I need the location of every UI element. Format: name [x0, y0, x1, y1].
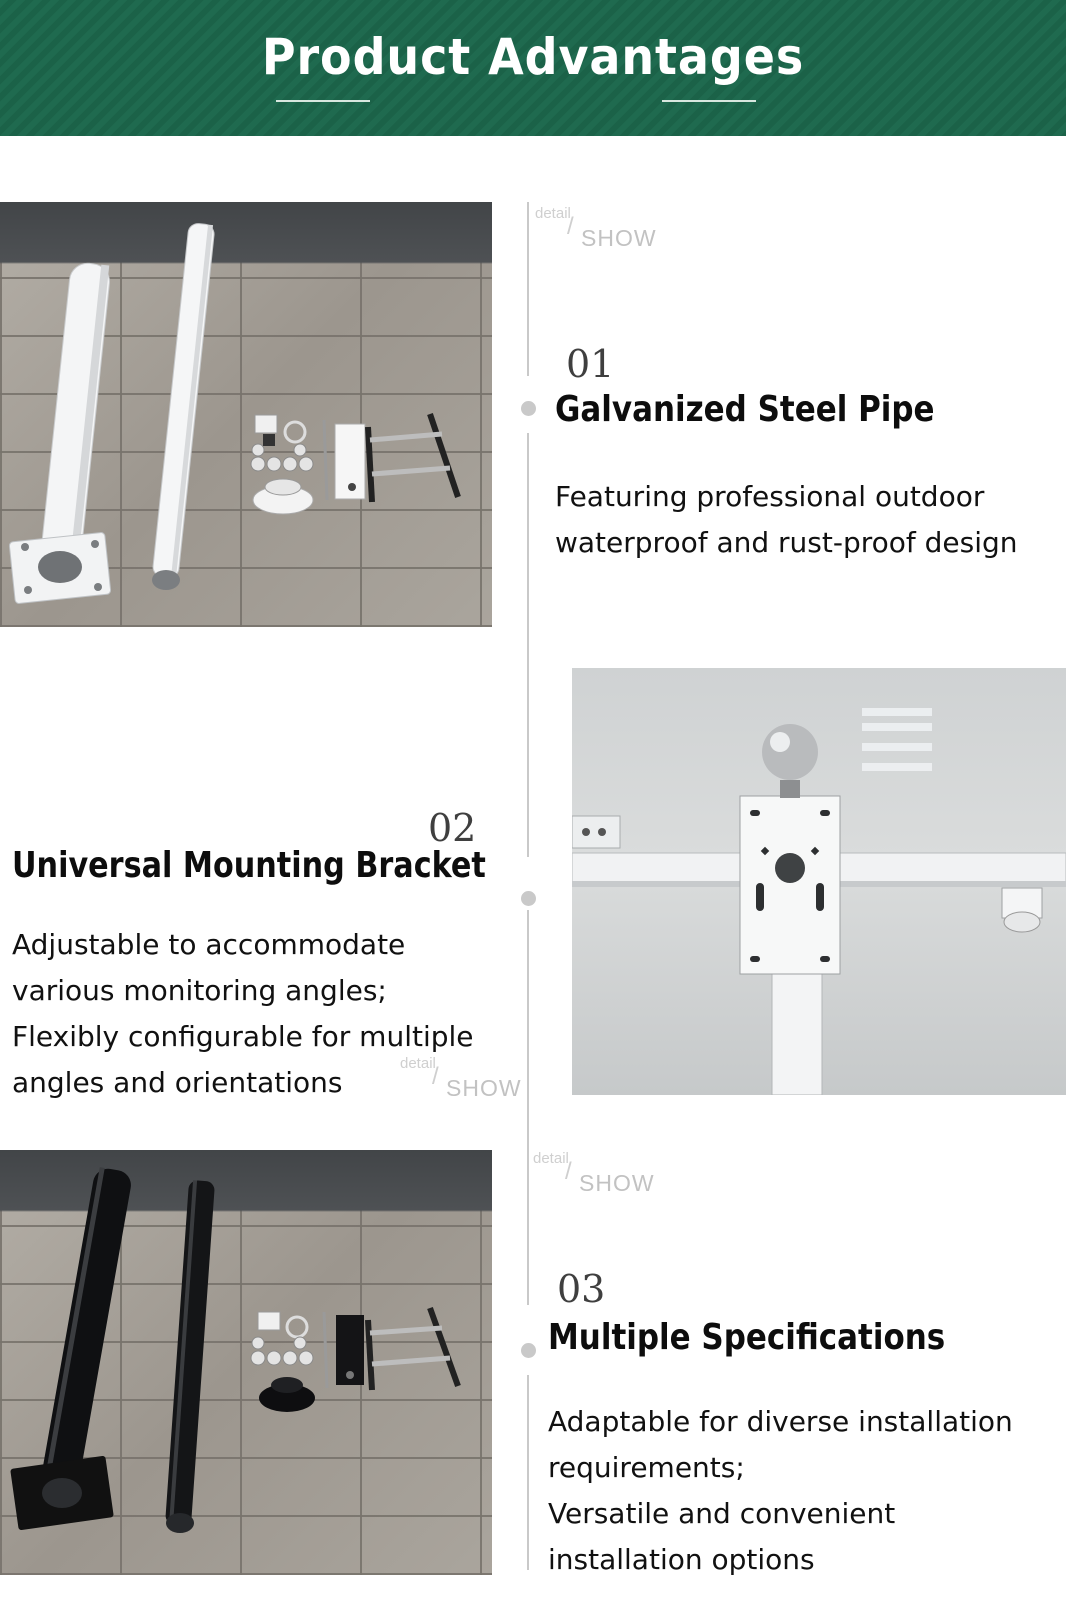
feature-description-02: Adjustable to accommodate various monitoring angles; Flexibly configurable for multiple angles and orientations — [12, 928, 474, 1099]
feature-number-03: 03 — [557, 1267, 606, 1311]
detail-show-watermark: detail / SHOW — [535, 205, 657, 251]
timeline-dot — [521, 891, 536, 906]
timeline-dot — [521, 1343, 536, 1358]
feature-title-multiple-specifications: Multiple Specifications — [548, 1317, 946, 1358]
feature-description-03: Adaptable for diverse installation requirements; Versatile and convenient installation options — [548, 1405, 1013, 1576]
timeline-line — [527, 202, 529, 376]
detail-show-watermark: detail / SHOW — [533, 1150, 655, 1196]
feature-description-01: Featuring professional outdoor waterproof and rust-proof design — [555, 480, 1018, 559]
header-banner — [0, 0, 1066, 136]
title-underline-right — [662, 100, 756, 102]
feature-title-galvanized-steel-pipe: Galvanized Steel Pipe — [555, 389, 935, 430]
timeline-line — [527, 1375, 529, 1570]
feature-title-universal-mounting-bracket: Universal Mounting Bracket — [12, 845, 486, 886]
white-pole-kit-photo — [0, 202, 492, 627]
bracket-closeup-photo — [572, 668, 1066, 1095]
detail-show-watermark: detail / SHOW — [400, 1055, 522, 1101]
black-pole-kit-illustration — [0, 1150, 492, 1575]
title-underline-left — [276, 100, 370, 102]
bracket-closeup-illustration — [572, 668, 1066, 1095]
timeline-dot — [521, 401, 536, 416]
white-pole-kit-illustration — [0, 202, 492, 627]
feature-number-01: 01 — [566, 342, 615, 386]
timeline-line — [527, 433, 529, 857]
black-pole-kit-photo — [0, 1150, 492, 1575]
page-title: Product Advantages — [261, 28, 805, 86]
feature-number-02: 02 — [428, 806, 477, 850]
timeline-line — [527, 1150, 529, 1305]
